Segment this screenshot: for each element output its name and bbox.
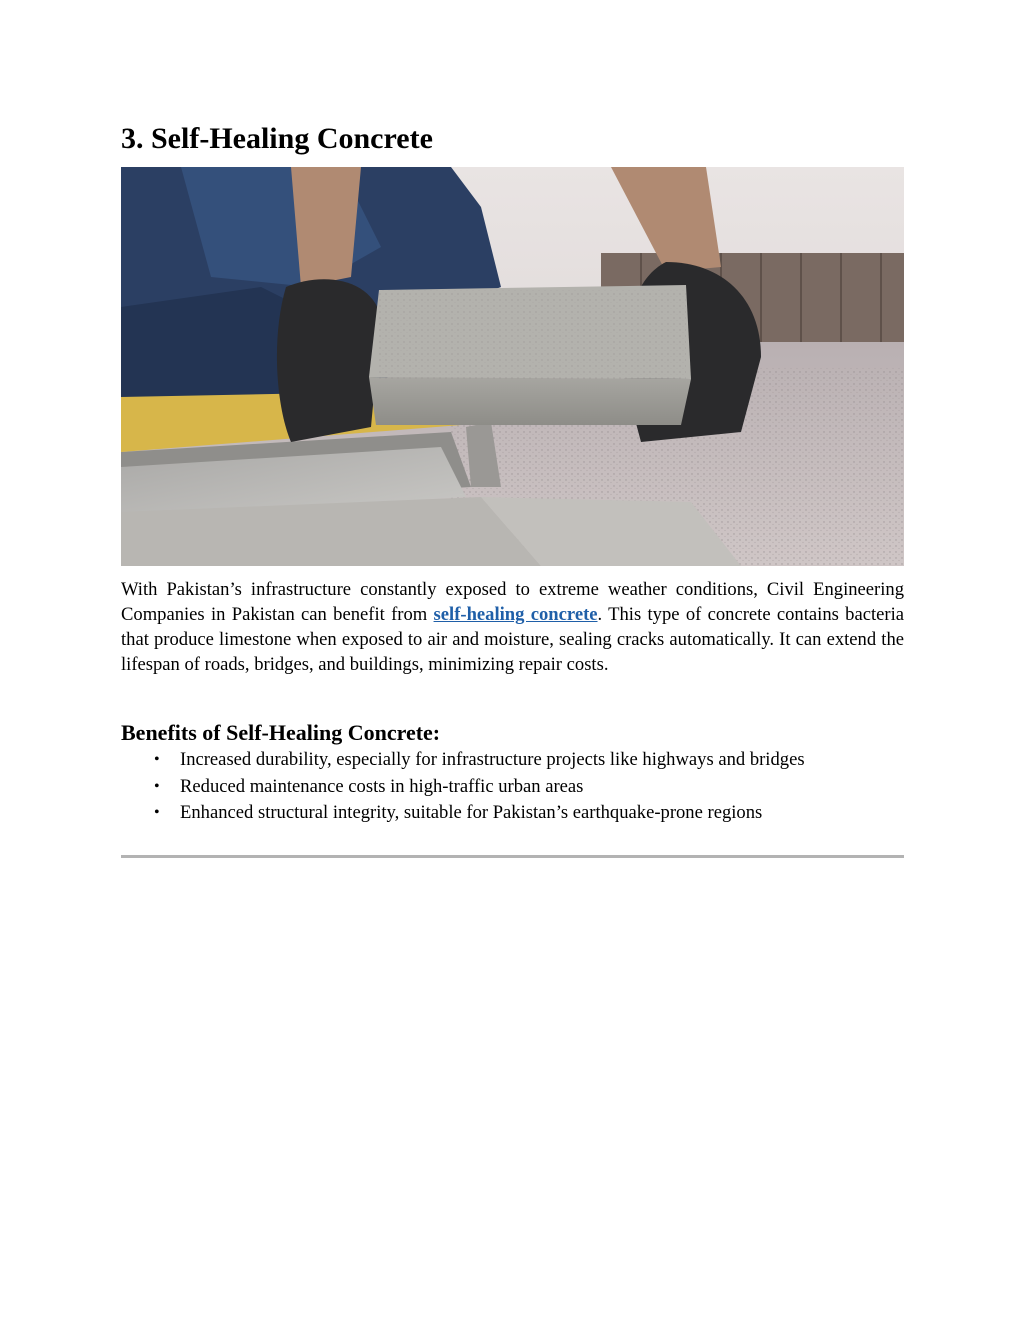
list-item: [121, 747, 904, 774]
list-item-text: Reduced maintenance costs in high-traffic urban areas: [180, 775, 584, 797]
list-item-text: Increased durability, especially for infrastructure projects like highways and bridges: [180, 749, 805, 770]
benefits-list: [121, 747, 904, 827]
benefits-heading: Benefits of Self-Healing Concrete:: [121, 720, 441, 745]
bullet-icon: •: [154, 751, 160, 768]
intro-paragraph: [121, 577, 904, 677]
paragraph-text-end: . This type of concrete contains bacteria that produce limestone when exposed to air and moisture, sealing cracks automatically. It can extend the lifespan of roads, bridges, and buildings, minimizing repair costs.: [121, 604, 904, 675]
bullet-icon: •: [154, 777, 160, 795]
list-item: [121, 800, 904, 827]
horizontal-divider: [121, 855, 904, 858]
list-item-text: Enhanced structural integrity, suitable for Pakistan’s earthquake-prone regions: [180, 802, 763, 823]
self-healing-concrete-link[interactable]: self-healing concrete: [433, 604, 598, 625]
list-item: [121, 774, 904, 801]
paragraph-text-start: With Pakistan’s infrastructure constantly exposed to extreme weather conditions, Civil Engineering Companies in Pakistan can benefit from: [121, 579, 904, 625]
bullet-icon: •: [154, 804, 160, 821]
page-title: 3. Self-Healing Concrete: [121, 122, 433, 155]
concrete-block-photo: [121, 167, 904, 566]
